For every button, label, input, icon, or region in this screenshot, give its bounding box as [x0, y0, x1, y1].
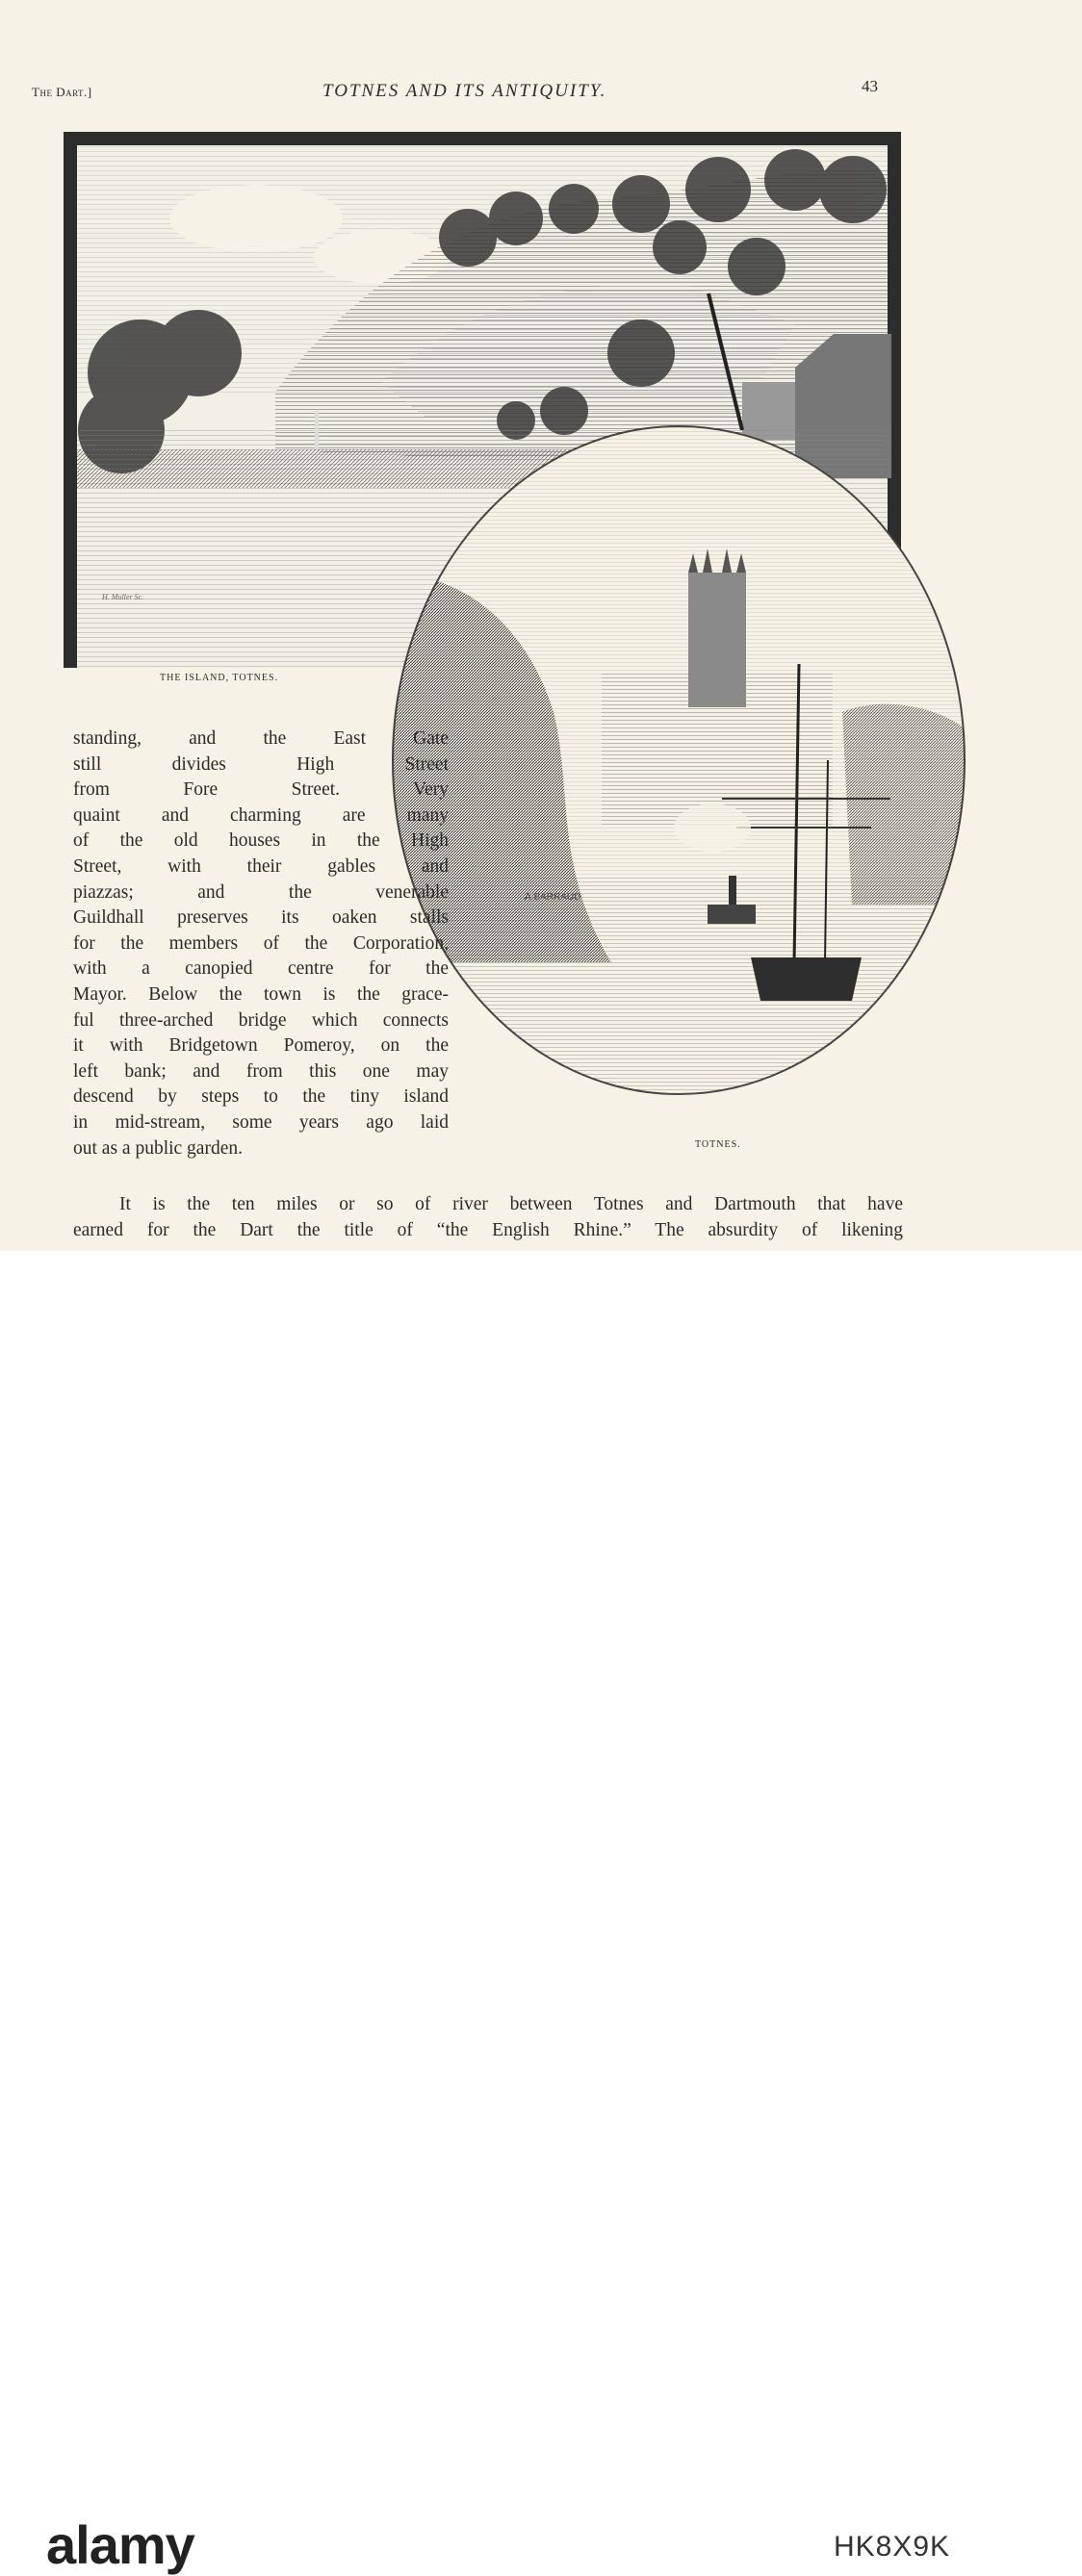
text-line: descend by steps to the tiny island — [73, 1086, 449, 1108]
text-line: It is the ten miles or so of river between Totnes and Dartmouth that have — [119, 1194, 903, 1214]
running-title: TOTNES AND ITS ANTIQUITY. — [322, 81, 607, 101]
running-header-left: The Dart.] — [32, 85, 92, 99]
book-page — [0, 0, 1082, 1251]
body-text-narrow-column — [73, 727, 449, 1161]
page-number: 43 — [862, 77, 878, 95]
text-line: piazzas; and the venerable — [73, 881, 449, 903]
text-line: earned for the Dart the title of “the English Rhine.” The absurdity of likening — [73, 1220, 903, 1240]
text-line: still divides High Street — [73, 753, 449, 775]
body-text-full-width — [73, 1191, 903, 1243]
text-line: from Fore Street. Very — [73, 779, 449, 801]
text-line: with a canopied centre for the — [73, 958, 449, 980]
text-line: ful three-arched bridge which connects — [73, 1009, 449, 1031]
roundel-caption: TOTNES. — [695, 1139, 741, 1150]
text-line: of the old houses in the High — [73, 830, 449, 852]
alamy-logo: alamy — [46, 2514, 194, 2575]
text-line: quaint and charming are many — [73, 804, 449, 826]
text-line: out as a public garden. — [73, 1137, 243, 1159]
image-id-label: HK8X9K — [834, 2531, 951, 2563]
text-line: left bank; and from this one may — [73, 1060, 449, 1082]
landscape-caption: THE ISLAND, TOTNES. — [160, 673, 279, 683]
text-line: in mid-stream, some years ago laid — [73, 1111, 449, 1133]
totnes-roundel-engraving — [390, 423, 967, 1131]
text-line: Mayor. Below the town is the grace- — [73, 983, 449, 1005]
stock-watermark-banner — [0, 1251, 1082, 2575]
text-line: standing, and the East Gate — [73, 728, 449, 749]
text-line: Guildhall preserves its oaken stalls — [73, 907, 449, 929]
text-line: Street, with their gables and — [73, 855, 449, 877]
roundel-signature: A.BARRAUD — [525, 892, 581, 903]
svg-text:H. Muller Sc.: H. Muller Sc. — [102, 593, 144, 601]
text-line: for the members of the Corporation, — [73, 932, 449, 954]
text-line: it with Bridgetown Pomeroy, on the — [73, 1035, 449, 1057]
